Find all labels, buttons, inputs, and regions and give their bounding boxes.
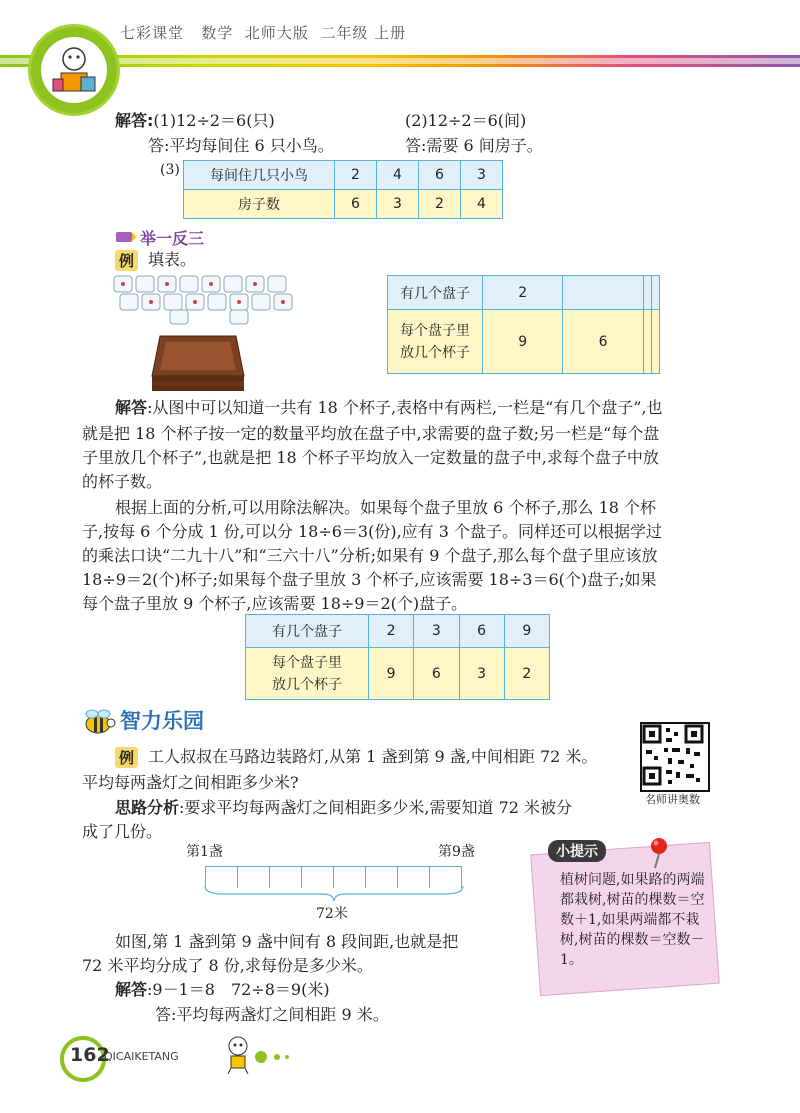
table-cell: 4 — [461, 190, 503, 219]
solution-label: 解答 — [115, 398, 148, 417]
answer-table — [245, 614, 550, 700]
header-edition: 北师大版 — [244, 24, 309, 42]
table-cell — [643, 276, 651, 310]
table-cell: 3 — [377, 190, 419, 219]
analysis-line-1 — [115, 796, 572, 820]
solution-line-4: 的杯子数。 — [82, 472, 163, 491]
table-cell: 2 — [483, 276, 563, 310]
header-grade: 二年级 上册 — [320, 24, 407, 42]
answer1-part3-label: (3) — [160, 162, 180, 178]
header-logo — [28, 24, 120, 116]
table-cell — [651, 310, 659, 374]
answer1-part2-calc: (2)12÷2＝6(间) — [405, 111, 527, 130]
answer-label: 解答 — [115, 111, 148, 130]
analysis-label: 思路分析 — [115, 798, 180, 817]
table-cell — [643, 310, 651, 374]
analysis-text: :要求平均每两盏灯之间相距多少米,需要知道 72 米被分 — [179, 798, 573, 817]
fill-in-table — [387, 275, 660, 374]
table-cell: 9 — [369, 648, 414, 700]
qr-caption: 名师讲奥数 — [645, 793, 700, 806]
solution2-answer: 答:平均每两盏灯之间相距 9 米。 — [155, 1005, 389, 1024]
table-header-cell: 房子数 — [184, 190, 335, 219]
tip-text: 植树问题,如果路的两端都栽树,树苗的棵数＝空数＋1,如果两端都不栽树,树苗的棵数＝空数－1。 — [560, 872, 705, 968]
explain-line-2: 72 米平均分成了 8 份,求每份是多少米。 — [82, 956, 373, 975]
diagram-total-length: 72米 — [316, 906, 348, 922]
footer-mascot-icon — [222, 1034, 258, 1078]
diagram-ninth-lamp-label: 第9盏 — [438, 844, 475, 860]
problem-line-2: 平均每两盏灯之间相距多少米? — [82, 773, 299, 792]
header-line: 每个盘子里 — [272, 654, 342, 671]
example-badge: 例 — [115, 747, 138, 768]
table-cell: 6 — [414, 648, 459, 700]
table-row — [246, 615, 550, 648]
solution-line-3: 子里放几个杯子”,也就是把 18 个杯子平均放入一定数量的盘子中,求每个盘子中放 — [82, 448, 659, 467]
table-cell: 2 — [369, 615, 414, 648]
header-series: 七彩课堂 — [120, 24, 185, 42]
cups-illustration-icon — [110, 272, 305, 331]
table-row — [246, 648, 550, 700]
table-header-cell: 有几个盘子 — [388, 276, 483, 310]
solution-line-7: 的乘法口诀“二九十八”和“三六十八”分析;如果有 9 个盘子,那么每个盘子里应该放 — [82, 546, 658, 565]
table-cell: 6 — [563, 310, 643, 374]
table-header-cell: 每间住几只小鸟 — [184, 161, 335, 190]
table-cell — [563, 276, 643, 310]
footer-dots-icon — [255, 1049, 295, 1068]
solution-line-2: 就是把 18 个杯子按一定的数量平均放在盘子中,求需要的盘子数;另一栏是“每个盘 — [82, 424, 660, 443]
table-cell — [651, 276, 659, 310]
answer1-part1-calc: (1)12÷2＝6(只) — [153, 111, 275, 130]
example-instruction: 填表。 — [148, 250, 197, 269]
answer1-line1: 解答:(1)12÷2＝6(只) — [115, 111, 275, 130]
table-cell: 6 — [335, 190, 377, 219]
answer1-part2-answer: 答:需要 6 间房子。 — [405, 136, 543, 155]
answer1-table — [183, 160, 503, 219]
table-cell: 2 — [419, 190, 461, 219]
table-cell: 3 — [459, 648, 504, 700]
header-line: 放几个杯子 — [272, 676, 342, 693]
analysis-line-2: 成了几份。 — [82, 822, 163, 841]
header-title — [120, 22, 406, 43]
qr-code-icon — [640, 722, 710, 792]
table-row — [184, 161, 503, 190]
solution-text: :从图中可以知道一共有 18 个杯子,表格中有两栏,一栏是“有几个盘子”,也 — [147, 398, 663, 417]
section-title-zlly: 智力乐园 — [120, 709, 204, 733]
table-header-cell: 有几个盘子 — [246, 615, 369, 648]
footer-brand: QICAIKETANG — [104, 1050, 179, 1063]
solution-line-9: 每个盘子里放 9 个杯子,应该需要 18÷9＝2(个)盘子。 — [82, 594, 468, 613]
table-cell: 4 — [377, 161, 419, 190]
table-row — [388, 310, 660, 374]
table-header-cell — [388, 310, 483, 374]
solution-line-6: 子,按每 6 个分成 1 份,可以分 18÷6＝3(份),应有 3 个盘子。同样还可以根据学过 — [82, 522, 663, 541]
pencil-icon — [114, 228, 136, 250]
table-cell: 6 — [459, 615, 504, 648]
header-bar-highlight — [0, 58, 800, 64]
header-line: 每个盘子里 — [400, 322, 470, 339]
page-number: 162 — [70, 1044, 110, 1066]
solution-line-5: 根据上面的分析,可以用除法解决。如果每个盘子里放 6 个杯子,那么 18 个杯 — [115, 498, 657, 517]
answer1-part1-answer: 答:平均每间住 6 只小鸟。 — [148, 136, 334, 155]
solution2-calc-line — [115, 978, 330, 1002]
bee-mascot-icon — [80, 708, 118, 740]
table-cell: 3 — [461, 161, 503, 190]
solution-calc: :9－1＝8 72÷8＝9(米) — [147, 980, 330, 999]
table-cell: 6 — [419, 161, 461, 190]
pushpin-icon — [645, 836, 673, 874]
header-subject: 数学 — [201, 24, 234, 42]
table-row — [184, 190, 503, 219]
problem-line-1: 工人叔叔在马路边装路灯,从第 1 盏到第 9 盏,中间相距 72 米。 — [148, 747, 598, 766]
table-row — [388, 276, 660, 310]
example-badge: 例 — [115, 250, 138, 271]
solution-label: 解答 — [115, 980, 148, 999]
table-cell: 2 — [335, 161, 377, 190]
solution-line-1 — [115, 396, 663, 420]
trays-illustration-icon — [150, 330, 246, 396]
diagram-first-lamp-label: 第1盏 — [186, 844, 223, 860]
section-title-jyfs: 举一反三 — [140, 229, 205, 248]
cartoon-character-icon — [41, 37, 107, 103]
table-cell: 9 — [483, 310, 563, 374]
table-cell: 3 — [414, 615, 459, 648]
tip-title: 小提示 — [548, 840, 606, 862]
table-cell: 9 — [504, 615, 549, 648]
header-line: 放几个杯子 — [400, 344, 470, 361]
explain-line-1: 如图,第 1 盏到第 9 盏中间有 8 段间距,也就是把 — [115, 932, 459, 951]
table-cell: 2 — [504, 648, 549, 700]
solution-line-8: 18÷9＝2(个)杯子;如果每个盘子里放 3 个杯子,应该需要 18÷3＝6(个)盘子;如果 — [82, 570, 657, 589]
table-header-cell — [246, 648, 369, 700]
